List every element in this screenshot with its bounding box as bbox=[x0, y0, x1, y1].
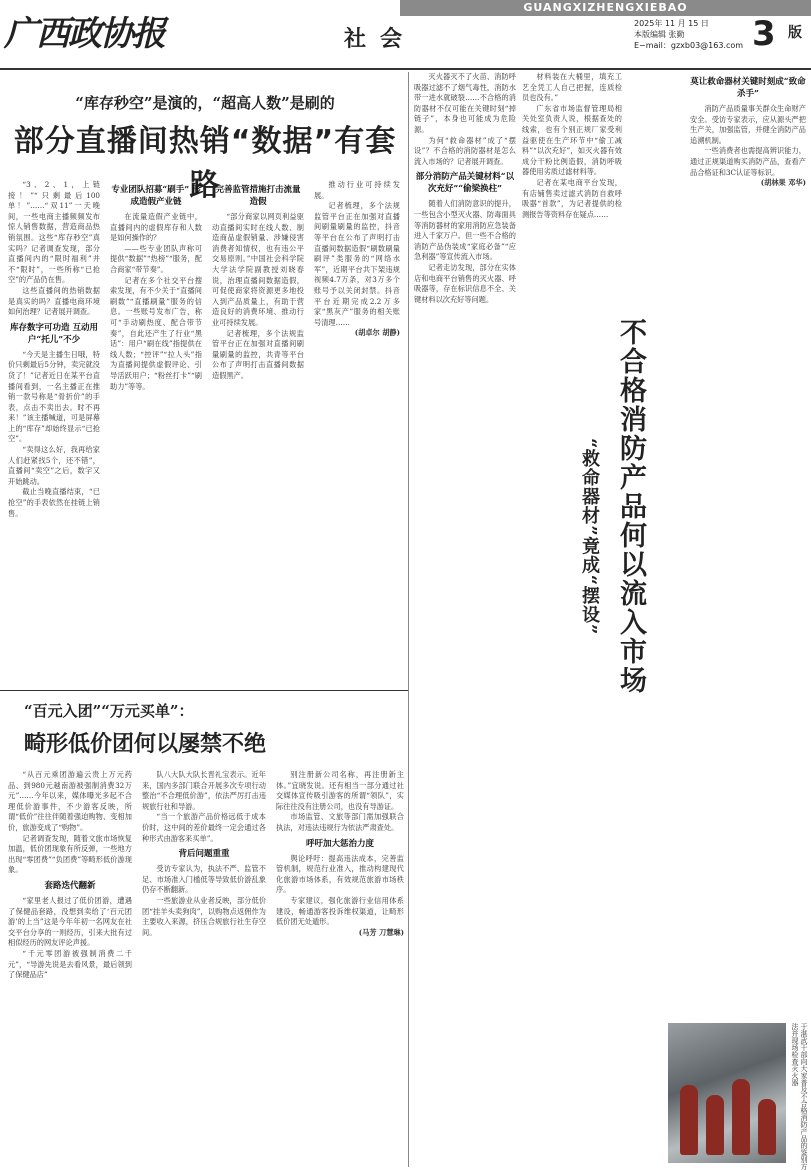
masthead-rule bbox=[0, 68, 811, 70]
subheading: 莫让救命器材关键时刻成“致命杀手” bbox=[690, 77, 806, 99]
issue-date: 2025年 11 月 15 日 bbox=[634, 19, 709, 28]
article2-column-3 bbox=[276, 770, 404, 1165]
paragraph: 一些消费者也需提高辨识能力，通过正规渠道购买消防产品，查看产品合格证和3C认证等标识。 bbox=[690, 146, 806, 177]
paragraph: 记者在多个社交平台搜索发现，有不少关于“直播间刷数”“直播刷量”服务的信息。一些账号发布广告，称可“手动刷热度、配合带节奏”，自此还产生了行业“黑话”：用户“刷在线”指提供在线人数；“控评”“拉人头”指为直播间提供虚假评论、引导活跃用户；“粉丝打卡”“刷助力”等等。 bbox=[110, 275, 202, 391]
article2-kicker: “百元入团”“万元买单”： bbox=[24, 702, 194, 720]
column-divider bbox=[408, 72, 409, 1167]
masthead bbox=[0, 0, 811, 70]
article2-headline: 畸形低价团何以屡禁不绝 bbox=[24, 732, 267, 757]
paragraph: 灭火器灭不了火苗、消防呼吸器过滤不了烟气毒性，消防水带一进水就破裂……不合格的消防器材不仅可能在关键时刻“掉链子”，本身也可能成为危险源。 bbox=[414, 72, 516, 134]
paragraph: 消防产品质量事关群众生命财产安全。受访专家表示，应从源头严把生产关，加强监管，并健全消防产品追溯机制。 bbox=[690, 104, 806, 145]
article1-column-1 bbox=[8, 180, 100, 680]
paragraph: 记者梳理，多个法规监管平台正在加强对直播间刷量刷量的监控，共青等平台公布了声明打击直播间数据造假黑产。 bbox=[212, 328, 304, 380]
byline: (胡卓尔 胡静) bbox=[354, 328, 400, 338]
byline: (胡林果 邓华) bbox=[760, 178, 806, 188]
paragraph: 专家建议，强化旅游行业信用体系建设，畅通游客投诉维权渠道，让畸形低价团无处遁形。 bbox=[276, 895, 404, 927]
paragraph: 广东省市场监督管理局相关处室负责人说，根据查处的线索，也有个别正规厂家受利益驱使在生产环节中“偷工减料”“以次充好”，如灭火器有效成分干粉比例造假，消防呼吸器使用劣质过滤材料等。 bbox=[522, 103, 622, 177]
fire-extinguisher-icon bbox=[732, 1079, 750, 1155]
newspaper-logo: 广西政协报 bbox=[4, 14, 164, 54]
paragraph: 截止当晚直播结束，“已抢空”的手表依然在挂链上销售。 bbox=[8, 487, 100, 518]
paragraph: “家里老人报过了低价团游，遭遇了保健品套路，没想到卖给了‘百元团游’的上当”这是今年年初一名网友在社交平台分享的一则经历，引来大批有过相似经历的网友评论声援。 bbox=[8, 895, 132, 948]
banner-bar bbox=[400, 0, 811, 16]
email-line: E−mail：gzxb03@163.com bbox=[634, 41, 744, 50]
page-suffix: 版 bbox=[788, 25, 802, 41]
fire-extinguisher-icon bbox=[680, 1085, 698, 1155]
photo-caption: 于湛武干部向大家普及不合格消防产品的鉴别方法并现场检查灭火器 bbox=[791, 1023, 808, 1170]
paragraph: 别注册新公司名称，再注册新主体。”宜晓发说。还有相当一部分通过社交媒体宣传吸引游客的所谓“领队”，实际往往没有注册公司，也没有导游证。 bbox=[276, 770, 404, 811]
subheading: 完善监管措施打击流量造假 bbox=[215, 185, 301, 207]
paragraph: “千元零团游被强制消费二千元”，“导游先说是去看风景，最后领到了保健品店” bbox=[8, 948, 132, 980]
date-block bbox=[634, 18, 743, 51]
paragraph: “从百元乘团游遍云贵上万元药品、到980元越南游被强制消费32万元”……今年以来，媒体曝光多起不合理低价游事件，不少游客反映，所谓“低价”往往伴随着强迫购物、变相加价，旅游变成了“购物”。 bbox=[8, 770, 132, 832]
byline: (马芳 刀慧琳) bbox=[358, 927, 404, 937]
editor-line: 本版编辑 张勤 bbox=[634, 30, 685, 39]
paragraph: ——些专业团队声称可提供“数据”“热榜”“服务，配合商家“带节奏”。 bbox=[110, 243, 202, 274]
paragraph: 记者梳理，多个法规监管平台正在加强对直播间刷量刷量的监控，抖音等平台在公布了声明打击直播间数据造假“刷数刷量刷评”类服务的“网络水军”，近期平台共下架违规视频4.7万条，对3万多个账号予以关闭封禁。抖音平台近期完成2.2万多家“黑灰产”服务的相关账号清理…… bbox=[314, 201, 400, 327]
article2-column-1 bbox=[8, 770, 132, 1165]
article1-headline: 部分直播间热销“数据”有套路 bbox=[13, 124, 397, 203]
paragraph: 队八大队大队长晋礼宝表示。近年来，国内多部门联合开展多次专项行动整治“不合理低价游”，依法严厉打击违规旅行社和导游。 bbox=[142, 770, 266, 811]
paragraph: “部分商家以网页利益驱动直播间实时在线人数、制造商品虚假销量、涉嫌侵害消费者知情权，也有违公平交易原则。”中国社会科学院大学法学院副教授刘晓春说，治理直播间数据造假，可促使商家将资源更多地投入到产品质量上，有助于营造良好的消费环境、推动行业可持续发展。 bbox=[212, 212, 304, 327]
subheading: 背后问题重重 bbox=[178, 849, 230, 860]
banner-text: GUANGXIZHENGXIEBAO bbox=[523, 1, 688, 14]
subheading: 专业团队招募“刷手” 形成造假产业链 bbox=[111, 185, 201, 207]
article1-column-2 bbox=[110, 180, 202, 680]
article1-column-6 bbox=[522, 72, 622, 1167]
vertical-subheadline: “救命器材”竟成“摆设” bbox=[579, 438, 600, 636]
section-title: 社会 bbox=[344, 27, 417, 52]
paragraph: 记者走访发现，部分在实体店和电商平台销售的灭火器、呼吸器等，存在标识信息不全、关键材料以次充好等问题。 bbox=[414, 262, 516, 304]
paragraph: 记者在某电商平台发现，有店铺售卖过滤式消防自救呼吸器“首款”，为记者提供的检测报告等资料存在疑点…… bbox=[522, 177, 622, 219]
article1-column-3 bbox=[212, 180, 304, 680]
paragraph: 这些直播间的热销数据是真实的吗？直播电商环境如何治理？记者展开调查。 bbox=[8, 285, 100, 317]
subheading: 库存数字可功造 互动用户“托儿”不少 bbox=[10, 322, 98, 345]
subheading: 套路迭代翻新 bbox=[44, 880, 96, 891]
paragraph: 材料装在大桶里，填充工艺全凭工人自己把握，连质检员也没有。” bbox=[522, 72, 622, 103]
paragraph: “当一个旅游产品价格远低于成本价时，这中间的差价最终一定会通过各种形式由游客来买单”。 bbox=[142, 812, 266, 843]
paragraph: 舆论呼吁：提高违法成本，完善监管机制，规范行业准入，推动构建现代化旅游市场体系，有效规范旅游市场秩序。 bbox=[276, 853, 404, 895]
article1-kicker: “库存秒空”是演的，“超高人数”是刷的 bbox=[75, 94, 335, 112]
fire-extinguisher-icon bbox=[706, 1095, 724, 1155]
paragraph: 为何“救命器材”成了“摆设”？不合格的消防器材是怎么流入市场的？记者展开调查。 bbox=[414, 135, 516, 166]
article2-column-2 bbox=[142, 770, 266, 1165]
article1-column-5 bbox=[414, 72, 516, 1167]
paragraph: “3、2、1，上链接！”“只剩最后100单！”……“双11”一天晚间，一些电商主播频频发布惊人销售数据，营造商品热销氛围。这些“库存秒空”真实吗？记者调查发现，部分直播间内的“限时福利”并不“限时”，一些所称“已抢空”的产品仍在售。 bbox=[8, 180, 100, 285]
paragraph: “卖得这么好，我再给家人们赶紧找5个，还不错”，直播间“卖空”之后，数字又开始跳动。 bbox=[8, 445, 100, 486]
paragraph: 记者调查发现，随着文旅市场恢复加温，低价团现象有所反弹，一些地方出现“零团费”“负团费”等畸形低价游现象。 bbox=[8, 833, 132, 875]
fire-extinguisher-icon bbox=[758, 1099, 776, 1155]
article-divider bbox=[0, 690, 408, 691]
paragraph: 随着人们消防意识的提升，一些包含小型灭火器、防毒面具等消防器材的家用消防应急装备进入千家万户。但一些不合格的消防产品伪装成“家庭必备”“应急利器”等宣传流入市场。 bbox=[414, 199, 516, 262]
news-photo bbox=[668, 1023, 786, 1163]
paragraph: 在流量造假产业链中，直播间内的虚假库存和人数是如何操作的？ bbox=[110, 212, 202, 243]
vertical-headline: 不合格消防产品何以流入市场 bbox=[615, 318, 646, 695]
subheading: 呼吁加大惩治力度 bbox=[305, 838, 374, 849]
paragraph: “今天是主播生日哦，特价只剩最后5分钟，卖完就没货了！”记者近日在某平台直播间看到，一名主播正在推销一款号称是“骨折价”的手表，点击不卖出去。时不再来！”该主播喊道，可是屏幕上的“库存”却始终显示“已抢空”。 bbox=[8, 349, 100, 444]
paragraph: 受访专家认为，执法不严、监管不足、市场准入门槛低等导致低价游乱象仍存不断翻新。 bbox=[142, 864, 266, 895]
article1-column-7 bbox=[690, 72, 806, 1012]
paragraph: 市场监管、文旅等部门需加强联合执法，对违法违规行为依法严肃查处。 bbox=[276, 812, 404, 832]
paragraph: 推动行业可持续发展。 bbox=[314, 180, 400, 200]
subheading: 部分消防产品关键材料“以次充好”“偷梁换柱” bbox=[415, 172, 515, 195]
article1-column-4 bbox=[314, 180, 400, 680]
page-number: 3 bbox=[752, 14, 776, 54]
paragraph: 一些旅游业从业者反映，部分低价团“挂羊头卖狗肉”，以购物点返佣作为主要收入来源，挤压合规旅行社生存空间。 bbox=[142, 895, 266, 937]
